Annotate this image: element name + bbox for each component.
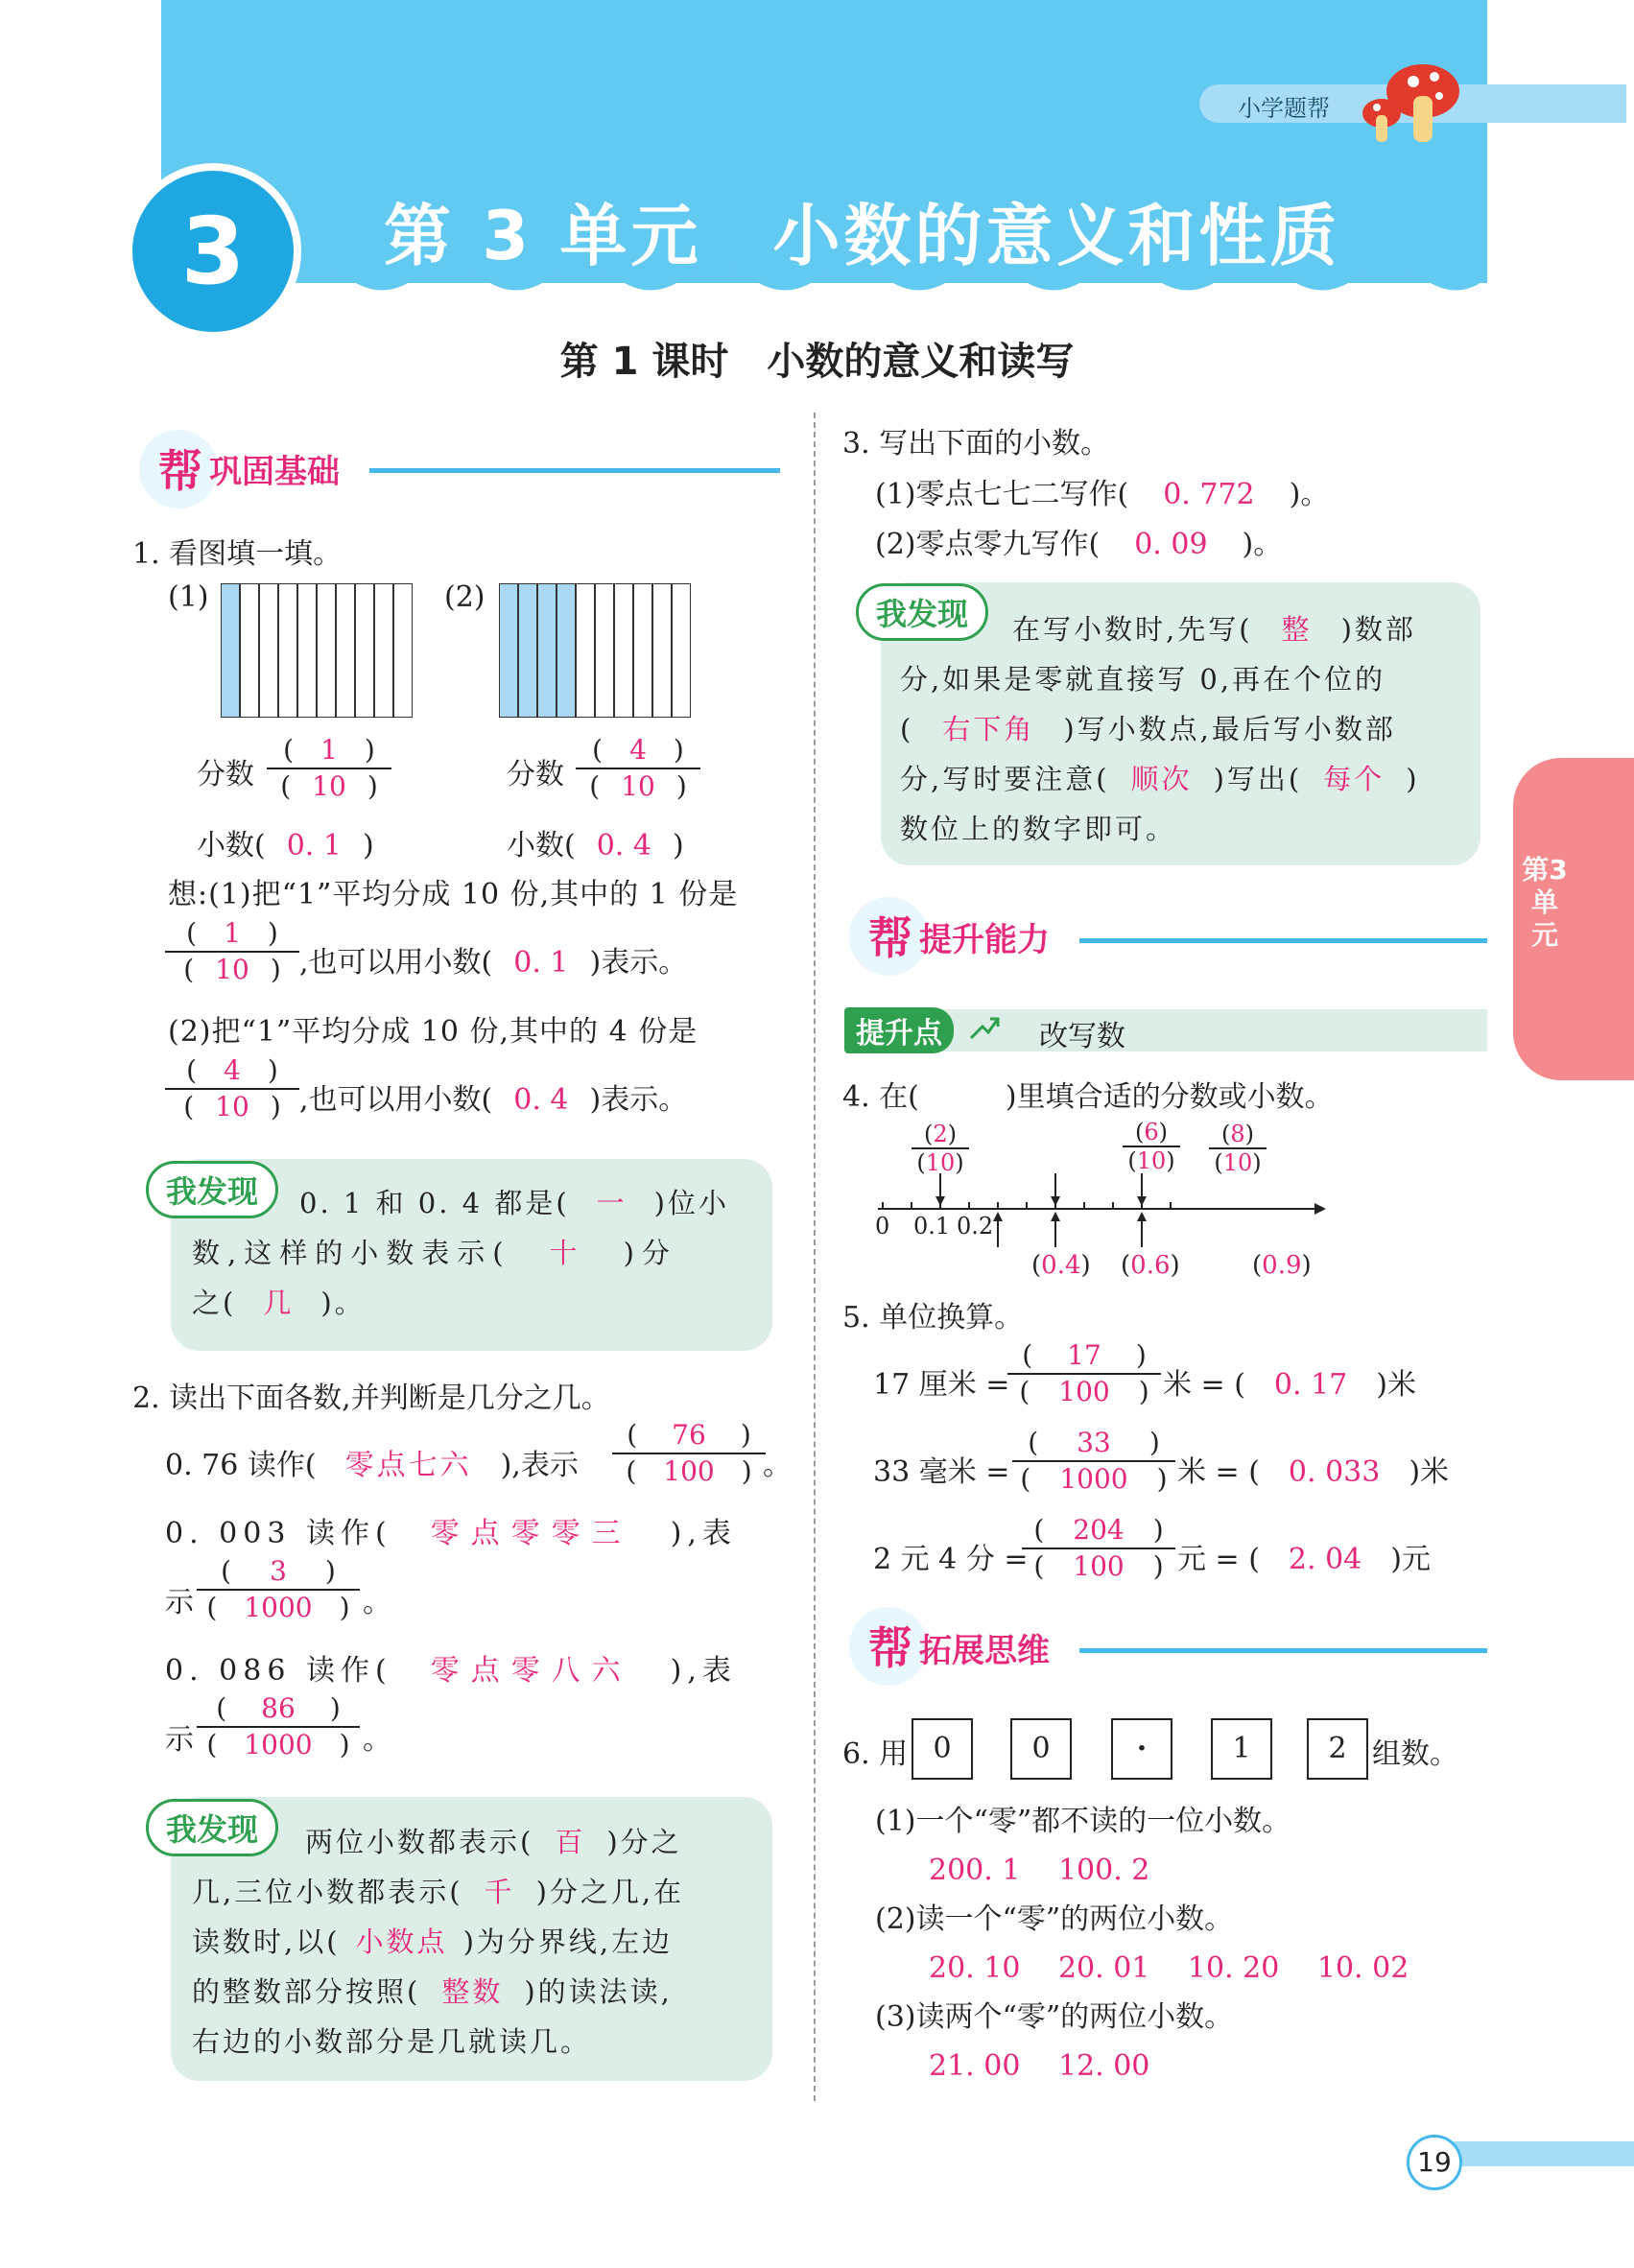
q1-frac1-den: 10 — [312, 770, 346, 802]
q6-sub-1-answer: 200. 1 100. 2 — [929, 1854, 1150, 1887]
q4-bottom-2: (0.6) — [1121, 1251, 1180, 1280]
section-extend-title: 拓展思维 — [919, 1632, 1050, 1670]
q1-label-1: (1) — [168, 580, 209, 614]
q2-row-1 — [165, 1441, 579, 1483]
discovery-2-text-g: 的整数部分按照( — [192, 1975, 421, 2008]
discovery-3-text-e: 分,写时要注意( — [900, 763, 1110, 795]
tisheng-text: 改写数 — [1039, 1020, 1125, 1053]
q4-bottom-dec-3: 0.9 — [1262, 1251, 1302, 1280]
q3-l2-ans: 0. 09 — [1134, 528, 1208, 561]
q2-r2-reading: 零点零零三 — [430, 1517, 632, 1550]
section-line — [1079, 938, 1487, 943]
think-1-a: 想:(1)把“1”平均分成 10 份,其中的 1 份是 — [168, 878, 739, 911]
discovery-1-text-b: )位小 — [653, 1187, 729, 1219]
q1-label-2: (2) — [444, 580, 485, 614]
discovery-3-line-1 — [1012, 604, 1416, 654]
think-1-num: 1 — [224, 917, 241, 949]
discovery-3-line-2: 分,如果是零就直接写 0,再在个位的 — [900, 663, 1386, 696]
q2-r3-num: 86 — [261, 1692, 296, 1724]
discovery-badge-1: 我发现 — [146, 1161, 278, 1218]
discovery-2-line-2 — [192, 1867, 684, 1917]
q2-r2-show: 示 — [165, 1586, 194, 1619]
discovery-2-line-4 — [192, 1967, 673, 2017]
q5-r2-fraction: ( 33 ) ( 1000 ) — [1012, 1426, 1175, 1497]
tisheng-badge: 提升点 — [844, 1007, 954, 1053]
q6-sub-2: (2)读一个“零”的两位小数。 — [875, 1902, 1234, 1936]
discovery-3-ans-2: 右下角 — [942, 713, 1035, 745]
discovery-3-line-3 — [900, 704, 1396, 754]
q5-r3-den: 100 — [1073, 1550, 1125, 1582]
q5-r1-dec: 0. 17 — [1273, 1368, 1348, 1402]
q1-dec-line-1: 小数( 0. 1 ) — [197, 829, 374, 862]
dec-label: 小数( — [507, 829, 576, 862]
think-2-fraction: ( 4 ) ( 10 ) — [165, 1053, 299, 1124]
discovery-3-ans-4: 每个 — [1323, 763, 1385, 795]
discovery-1-text-c: 数,这样的小数表示( — [192, 1237, 511, 1269]
think-1-fraction: ( 1 ) ( 10 ) — [165, 916, 299, 987]
column-divider — [814, 413, 816, 2101]
discovery-2-ans-4: 整数 — [441, 1975, 504, 2008]
discovery-2-ans-3: 小数点 — [355, 1925, 448, 1958]
q6-sub-1: (1)一个“零”都不读的一位小数。 — [875, 1805, 1291, 1838]
discovery-2-ans-2: 千 — [484, 1876, 515, 1908]
q2-r1-den: 100 — [663, 1455, 715, 1487]
q5-r1-b — [1163, 1360, 1416, 1403]
q2-r1-text: 0. 76 读作( — [165, 1449, 317, 1482]
q2-r1-num: 76 — [672, 1419, 706, 1451]
discovery-3-line-5: 数位上的数字即可。 — [900, 813, 1177, 845]
q4-bottom-dec-1: 0.4 — [1041, 1251, 1081, 1280]
q3-line-2 — [875, 520, 1282, 562]
q2-row-3 — [165, 1646, 737, 1689]
discovery-3-ans-1: 整 — [1281, 613, 1313, 646]
discovery-1-line-2 — [192, 1228, 677, 1278]
axis-label-02: 0.2 — [957, 1213, 994, 1240]
q2-r2-text-b: ),表 — [670, 1517, 737, 1550]
q4-bottom-1: (0.4) — [1031, 1251, 1091, 1280]
discovery-1-ans-3: 几 — [263, 1287, 295, 1319]
q2-prompt: 2. 读出下面各数,并判断是几分之几。 — [132, 1382, 610, 1415]
q5-r3-a: 2 元 4 分 = — [873, 1543, 1029, 1576]
q5-r2-b — [1177, 1448, 1449, 1490]
section-improve-bang: 帮 — [868, 912, 912, 964]
q1-prompt: 1. 看图填一填。 — [132, 537, 343, 571]
q3-l1-ans: 0. 772 — [1163, 478, 1255, 511]
q2-r1-fraction: ( 76 ) ( 100 ) — [612, 1418, 766, 1489]
q2-r3-end: 。 — [363, 1723, 391, 1757]
q2-r2-text: 0. 003 读作( — [165, 1517, 392, 1550]
think-1-b: ,也可以用小数( — [299, 946, 493, 980]
q1-frac2-den: 10 — [621, 770, 655, 802]
q4-top-den-1: 10 — [925, 1149, 956, 1176]
q2-r3-den: 1000 — [244, 1729, 313, 1760]
think-2-dec: 0. 4 — [513, 1083, 569, 1117]
digit-card: 0 — [1010, 1718, 1072, 1780]
think-2-num: 4 — [224, 1054, 241, 1086]
frac-label-1: 分数 — [197, 758, 254, 791]
discovery-2-text-f: )为分界线,左边 — [462, 1925, 674, 1958]
discovery-3-text-g: ) — [1406, 763, 1420, 795]
q5-r1-fraction: ( 17 ) ( 100 ) — [1007, 1338, 1161, 1409]
q4-top-fraction-1: (2) (10) — [912, 1121, 969, 1176]
q4-top-den-3: 10 — [1222, 1149, 1253, 1176]
q2-r3-show: 示 — [165, 1723, 194, 1757]
grid-figure-1 — [221, 583, 413, 718]
arrow-up-icon — [967, 1013, 1002, 1044]
q6-sub-2-answer: 20. 10 20. 01 10. 20 10. 02 — [929, 1951, 1409, 1985]
think-1-rest — [299, 938, 687, 980]
q2-r1-reading: 零点七六 — [344, 1449, 472, 1482]
discovery-3-ans-3: 顺次 — [1130, 763, 1193, 795]
discovery-1-text-d: )分 — [623, 1237, 677, 1269]
q6-sub-3-answer: 21. 00 12. 00 — [929, 2049, 1150, 2083]
q6-prompt-b: 组数。 — [1372, 1737, 1458, 1771]
q3-l1-text: (1)零点七七二写作( — [875, 478, 1129, 511]
discovery-1-text-e: 之( — [192, 1287, 237, 1319]
discovery-1-text-f: )。 — [320, 1287, 366, 1319]
discovery-badge-3: 我发现 — [856, 583, 988, 641]
q2-r1-end: 。 — [763, 1449, 792, 1482]
discovery-3-text-f: )写出( — [1213, 763, 1303, 795]
q5-r3-dec: 2. 04 — [1288, 1543, 1362, 1576]
q2-r2-end: 。 — [363, 1586, 391, 1619]
digit-card: · — [1111, 1718, 1172, 1780]
q5-r3-b — [1177, 1535, 1431, 1577]
q2-r1-text-b: ),表示 — [500, 1449, 579, 1482]
digit-card: 2 — [1307, 1718, 1368, 1780]
q1-frac2-num: 4 — [629, 734, 647, 766]
q2-r2-fraction: ( 3 ) ( 1000 ) — [197, 1554, 360, 1625]
section-extend-bang: 帮 — [868, 1622, 912, 1674]
q5-r1-den: 100 — [1058, 1376, 1110, 1407]
q4-top-fraction-3: (8) (10) — [1209, 1121, 1267, 1176]
section-improve-title: 提升能力 — [919, 921, 1050, 959]
discovery-3-text-d: )写小数点,最后写小数部 — [1063, 713, 1396, 745]
axis-label-01: 0.1 — [913, 1213, 951, 1240]
think-2-b: ,也可以用小数( — [299, 1083, 493, 1117]
lesson-title: 第 1 课时 小数的意义和读写 — [559, 340, 1075, 384]
q4-prompt: 4. 在( )里填合适的分数或小数。 — [842, 1080, 1334, 1114]
digit-card: 1 — [1211, 1718, 1272, 1780]
q3-prompt: 3. 写出下面的小数。 — [842, 427, 1110, 461]
q6-sub-3: (3)读两个“零”的两位小数。 — [875, 2000, 1234, 2034]
q2-r3-text: 0. 086 读作( — [165, 1654, 392, 1688]
think-2-rest — [299, 1075, 687, 1118]
think-2-den: 10 — [215, 1091, 249, 1122]
q4-top-den-2: 10 — [1136, 1147, 1167, 1174]
q1-dec2: 0. 4 — [596, 829, 651, 862]
think-2-c: )表示。 — [589, 1083, 688, 1117]
discovery-2-line-1 — [305, 1817, 682, 1867]
q4-bottom-dec-2: 0.6 — [1130, 1251, 1171, 1280]
q5-r3-unit: )元 — [1390, 1543, 1431, 1576]
q4-top-num-1: 2 — [933, 1121, 948, 1147]
think-1-dec: 0. 1 — [513, 946, 569, 980]
discovery-1-ans-1: 一 — [596, 1187, 628, 1219]
discovery-3-text-a: 在写小数时,先写( — [1012, 613, 1253, 646]
q5-r2-unit: )米 — [1409, 1455, 1450, 1489]
q5-r1-text: 米 = ( — [1163, 1368, 1245, 1402]
digit-card: 0 — [912, 1718, 973, 1780]
dec-label: 小数( — [197, 829, 266, 862]
q2-r3-fraction: ( 86 ) ( 1000 ) — [197, 1691, 360, 1762]
q4-top-num-2: 6 — [1144, 1119, 1159, 1146]
q5-r3-text: 元 = ( — [1177, 1543, 1260, 1576]
discovery-1-line-3 — [192, 1278, 366, 1328]
q4-bottom-3: (0.9) — [1252, 1251, 1312, 1280]
discovery-2-line-5: 右边的小数部分是几就读几。 — [192, 2025, 592, 2058]
q2-r2-den: 1000 — [244, 1592, 313, 1623]
q5-r2-a: 33 毫米 = — [873, 1455, 1010, 1489]
mushroom-icon — [1358, 58, 1463, 149]
discovery-3-text-c: ( — [900, 713, 914, 745]
q5-r3-num: 204 — [1073, 1514, 1125, 1546]
side-tab-label: 第3单元 — [1522, 854, 1568, 951]
brand-label: 小学题帮 — [1238, 95, 1330, 122]
q3-l1-end: )。 — [1289, 478, 1330, 511]
discovery-2-text-c: 几,三位小数都表示( — [192, 1876, 463, 1908]
discovery-2-text-b: )分之 — [606, 1826, 682, 1858]
q1-fraction-2: ( 4 ) ( 10 ) — [576, 733, 700, 804]
q5-r1-unit: )米 — [1376, 1368, 1416, 1402]
q5-r3-fraction: ( 204 ) ( 100 ) — [1022, 1513, 1175, 1584]
q2-r3-text-b: ),表 — [670, 1654, 737, 1688]
q4-top-fraction-2: (6) (10) — [1123, 1119, 1180, 1174]
q5-prompt: 5. 单位换算。 — [842, 1301, 1024, 1335]
discovery-badge-2: 我发现 — [146, 1799, 278, 1856]
q3-l2-text: (2)零点零九写作( — [875, 528, 1101, 561]
discovery-2-line-3 — [192, 1917, 673, 1967]
discovery-3-line-4 — [900, 754, 1420, 804]
section-line — [369, 468, 780, 473]
q5-r2-text: 米 = ( — [1177, 1455, 1260, 1489]
think-1-den: 10 — [215, 954, 249, 985]
q3-l2-end: )。 — [1242, 528, 1283, 561]
q2-row-2 — [165, 1509, 737, 1551]
q5-r1-num: 17 — [1067, 1339, 1101, 1371]
q6-prompt-a: 6. 用 — [842, 1737, 909, 1771]
section-basic-title: 巩固基础 — [209, 453, 340, 491]
q1-frac1-num: 1 — [320, 734, 338, 766]
frac-label-2: 分数 — [507, 758, 564, 791]
q2-r3-reading: 零点零八六 — [430, 1654, 632, 1688]
q5-r1-a: 17 厘米 = — [873, 1368, 1010, 1402]
discovery-2-text-d: )分之几,在 — [535, 1876, 685, 1908]
q1-dec-line-2: 小数( 0. 4 ) — [507, 829, 684, 862]
think-1-c: )表示。 — [589, 946, 688, 980]
discovery-2-text-e: 读数时,以( — [192, 1925, 341, 1958]
discovery-1-text-a: 0. 1 和 0. 4 都是( — [299, 1187, 570, 1219]
q1-fraction-1: ( 1 ) ( 10 ) — [267, 733, 391, 804]
discovery-1-ans-2: 十 — [549, 1237, 585, 1269]
axis-label-0: 0 — [875, 1213, 890, 1240]
discovery-2-text-a: 两位小数都表示( — [305, 1826, 534, 1858]
discovery-1-line-1 — [299, 1178, 729, 1228]
q5-r2-num: 33 — [1077, 1427, 1111, 1458]
q5-r2-den: 1000 — [1059, 1463, 1128, 1495]
think-2-a: (2)把“1”平均分成 10 份,其中的 4 份是 — [168, 1015, 699, 1049]
section-basic-bang: 帮 — [158, 445, 202, 497]
q2-r2-num: 3 — [270, 1555, 287, 1587]
grid-figure-2 — [499, 583, 691, 718]
unit-number: 3 — [180, 198, 246, 305]
discovery-3-text-b: )数部 — [1340, 613, 1416, 646]
q1-dec1: 0. 1 — [286, 829, 342, 862]
q3-line-1 — [875, 470, 1329, 512]
q5-r2-dec: 0. 033 — [1288, 1455, 1381, 1489]
unit-title: 第 3 单元 小数的意义和性质 — [384, 197, 1341, 275]
q4-top-num-3: 8 — [1230, 1121, 1245, 1147]
discovery-2-ans-1: 百 — [555, 1826, 586, 1858]
page-number: 19 — [1407, 2135, 1462, 2190]
discovery-2-text-h: )的读法读, — [524, 1975, 673, 2008]
section-line — [1079, 1648, 1487, 1653]
